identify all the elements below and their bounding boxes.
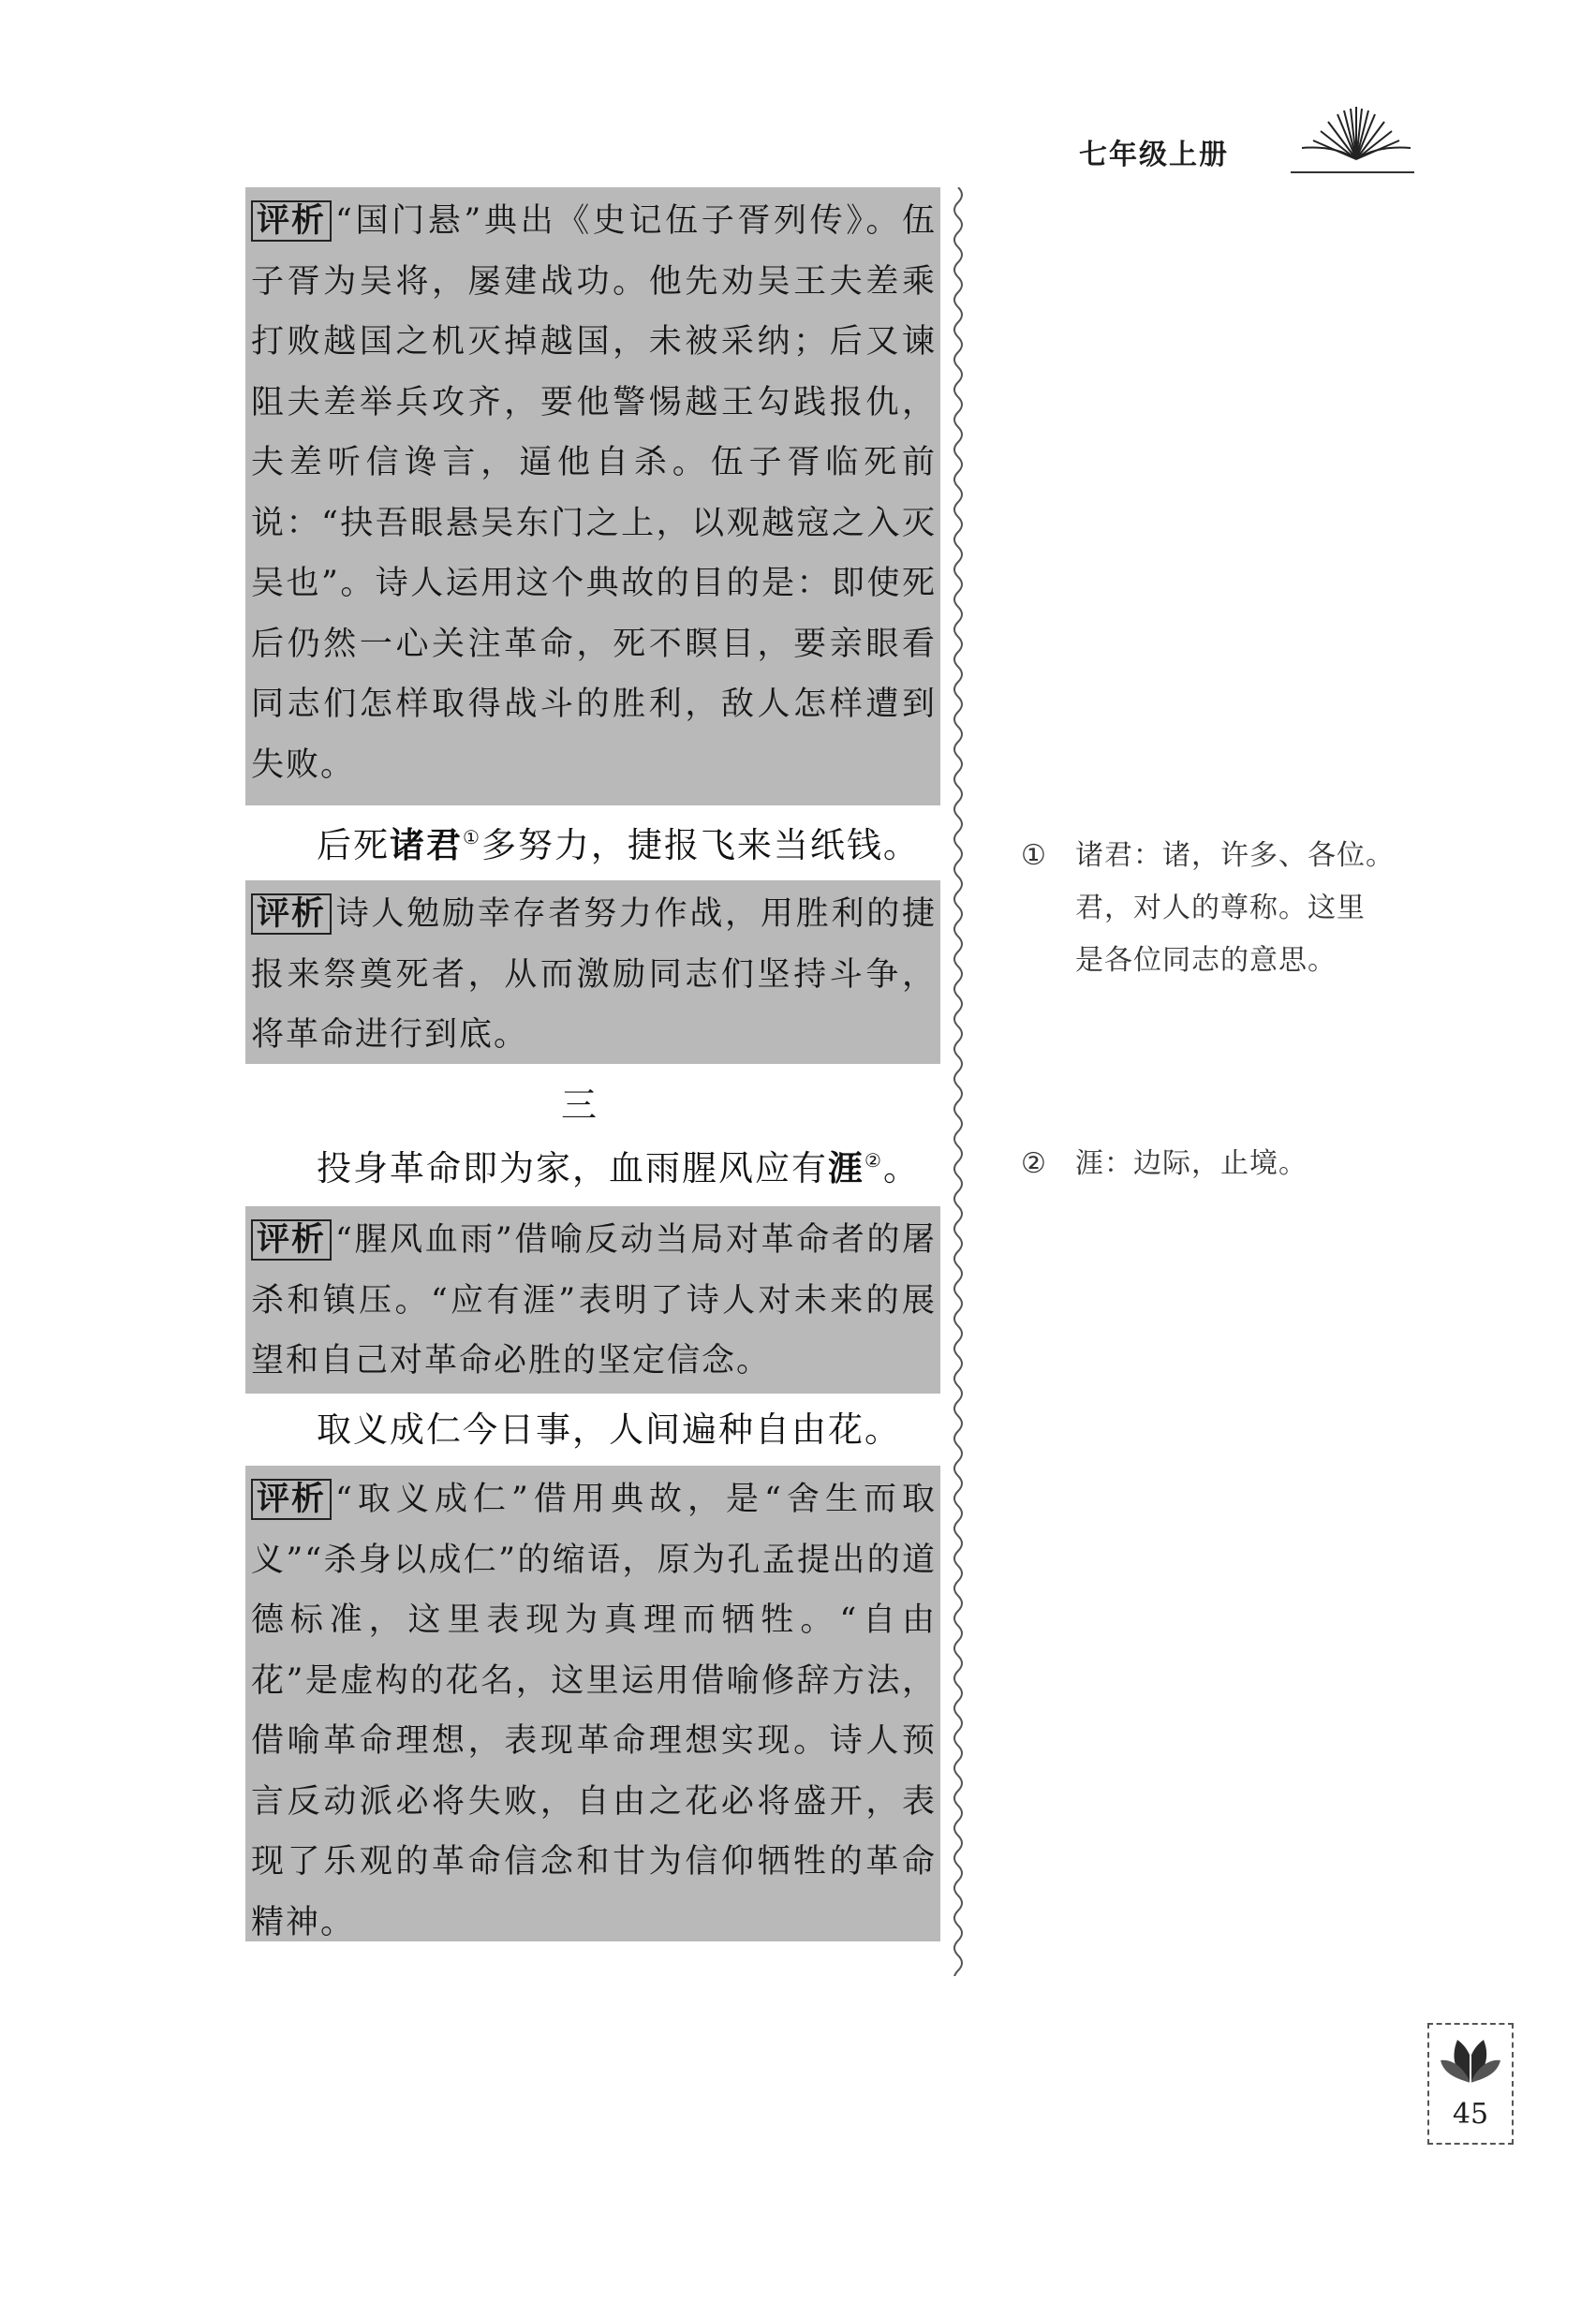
comment-tag: 评析	[251, 1219, 332, 1261]
note-number: ②	[1021, 1147, 1047, 1180]
note-text: 君，对人的尊称。这里	[1075, 892, 1366, 924]
comment-tag: 评析	[251, 200, 332, 242]
poem-line-2	[317, 1138, 944, 1198]
poem-text: 投身革命即为家，血雨腥风应有	[317, 1148, 828, 1188]
comment-tag: 评析	[251, 893, 332, 935]
comment-block-3	[245, 1206, 940, 1394]
poem-text: 。	[882, 1148, 920, 1188]
poem-text: 后死	[317, 825, 390, 865]
header-rule	[1291, 171, 1414, 173]
annotated-word: 涯	[828, 1147, 864, 1188]
comment-block-2	[245, 880, 940, 1064]
comment-tag: 评析	[251, 1479, 332, 1520]
poem-text: 多努力，捷报飞来当纸钱。	[480, 825, 920, 865]
running-header-title: 七年级上册	[1079, 139, 1229, 171]
poem-line-1	[317, 815, 944, 875]
note-text: 涯：边际，止境。	[1075, 1147, 1308, 1180]
note-number: ①	[1021, 839, 1047, 872]
comment-text: “腥风血雨”借喻反动当局对革命者的屠杀和镇压。“应有涯”表明了诗人对未来的展望和自己对革命必胜的坚定信念。	[251, 1221, 937, 1380]
leaf-icon	[1439, 2032, 1502, 2087]
note-text: 是各位同志的意思。	[1075, 944, 1337, 977]
note-text: 诸君：诸，许多、各位。	[1075, 839, 1395, 872]
footnote-marker: ①	[463, 826, 481, 848]
comment-block-1	[245, 187, 940, 805]
comment-text: 诗人勉励幸存者努力作战，用胜利的捷报来祭奠死者，从而激励同志们坚持斗争，将革命进行到底。	[251, 895, 937, 1054]
section-number: 三	[560, 1085, 597, 1126]
page-number: 45	[1452, 2098, 1489, 2131]
poem-line-3: 取义成仁今日事，人间遍种自由花。	[317, 1409, 901, 1450]
side-note-1	[1021, 830, 1414, 987]
page-number-box	[1427, 2023, 1514, 2145]
wavy-divider	[944, 187, 972, 1976]
comment-text: “取义成仁”借用典故，是“舍生而取义”“杀身以成仁”的缩语，原为孔孟提出的道德标准，这里表现为真理而牺牲。“自由花”是虚构的花名，这里运用借喻修辞方法，借喻革命理想，表现革命理想实现。诗人预言反动派必将失败，自由之花必将盛开，表现了乐观的革命信念和甘为信仰牺牲的革命精神。	[251, 1481, 937, 1941]
open-book-icon	[1300, 105, 1412, 163]
side-note-2	[1021, 1138, 1414, 1190]
footnote-marker: ②	[864, 1149, 883, 1172]
comment-block-4	[245, 1466, 940, 1941]
annotated-word: 诸君	[390, 824, 463, 865]
comment-text: “国门悬”典出《史记伍子胥列传》。伍子胥为吴将，屡建战功。他先劝吴王夫差乘打败越国之机灭掉越国，未被采纳；后又谏阻夫差举兵攻齐，要他警惕越王勾践报仇，夫差听信谗言，逼他自杀。伍子胥临死前说：“抉吾眼悬吴东门之上，以观越寇之入灭吴也”。诗人运用这个典故的目的是：即使死后仍然一心关注革命，死不瞑目，要亲眼看同志们怎样取得战斗的胜利，敌人怎样遭到失败。	[251, 202, 937, 784]
